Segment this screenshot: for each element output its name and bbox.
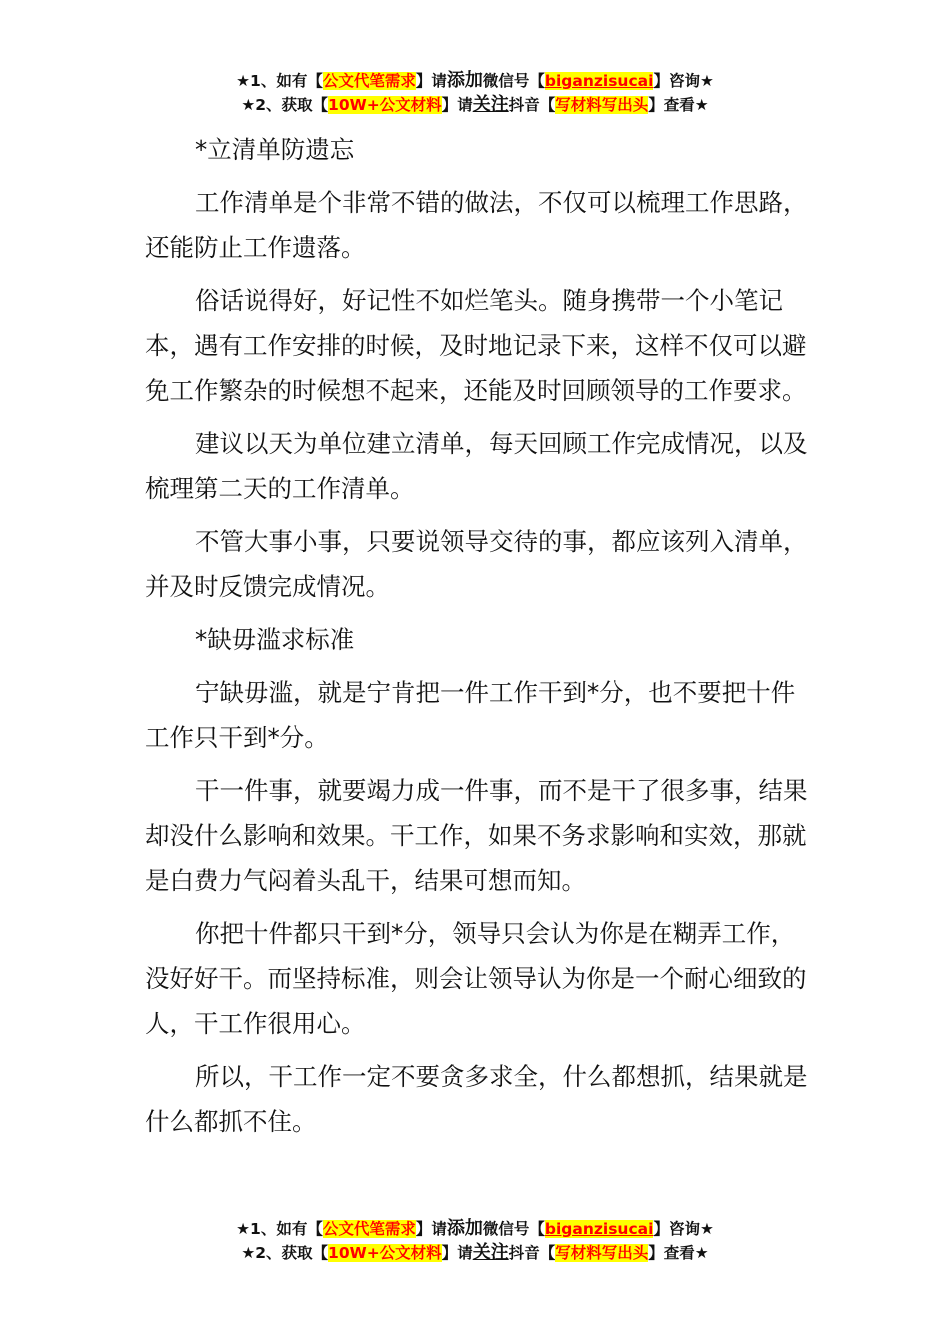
promo-emphasis: 添加 (446, 1218, 483, 1239)
promo-text: ★2、获取【 (241, 96, 329, 114)
document-body (145, 127, 815, 1152)
promo-text: 】查看★ (648, 1244, 709, 1262)
promo-text: ★1、如有【 (236, 72, 323, 90)
promo-text: 】请 (441, 96, 473, 114)
bottom-promo-banner (0, 1217, 950, 1265)
promo-text: 抖音【 (508, 96, 556, 114)
section-heading: *缺毋滥求标准 (195, 625, 355, 654)
promo-text: 微信号【 (482, 1220, 545, 1238)
promo-text: 】查看★ (648, 96, 709, 114)
promo-highlight: 10W+公文材料 (328, 96, 442, 114)
promo-douyin-id: 写材料写出头 (555, 96, 649, 114)
promo-text: 】咨询★ (653, 1220, 714, 1238)
paragraph: 所以，干工作一定不要贪多求全，什么都想抓，结果就是什么都抓不住。 (145, 1062, 808, 1136)
promo-text: 】咨询★ (653, 72, 714, 90)
promo-text: 微信号【 (482, 72, 545, 90)
promo-highlight: 10W+公文材料 (328, 1244, 442, 1262)
paragraph: 宁缺毋滥，就是宁肯把一件工作干到*分，也不要把十件工作只干到*分。 (145, 678, 796, 752)
promo-wechat-id: biganzisucai (544, 1220, 654, 1238)
promo-highlight: 公文代笔需求 (322, 1220, 416, 1238)
section-heading: *立清单防遗忘 (195, 135, 355, 164)
paragraph: 俗话说得好，好记性不如烂笔头。随身携带一个小笔记本，遇有工作安排的时候，及时地记录下来，这样不仅可以避免工作繁杂的时候想不起来，还能及时回顾领导的工作要求。 (145, 286, 807, 405)
paragraph: 干一件事，就要竭力成一件事，而不是干了很多事，结果却没什么影响和效果。干工作，如果不务求影响和实效，那就是白费力气闷着头乱干，结果可想而知。 (145, 776, 808, 895)
promo-highlight: 公文代笔需求 (322, 72, 416, 90)
promo-emphasis: 关注 (472, 1242, 509, 1263)
promo-text: ★2、获取【 (241, 1244, 329, 1262)
promo-text: 】请 (441, 1244, 473, 1262)
promo-line-2 (0, 93, 950, 117)
promo-line-1 (0, 1217, 950, 1241)
top-promo-banner (0, 69, 950, 117)
promo-text: 抖音【 (508, 1244, 556, 1262)
promo-wechat-id: biganzisucai (544, 72, 654, 90)
promo-line-1 (0, 69, 950, 93)
promo-text: ★1、如有【 (236, 1220, 323, 1238)
promo-douyin-id: 写材料写出头 (555, 1244, 649, 1262)
promo-emphasis: 添加 (446, 70, 483, 91)
paragraph: 不管大事小事，只要说领导交待的事，都应该列入清单，并及时反馈完成情况。 (145, 527, 808, 601)
paragraph: 工作清单是个非常不错的做法，不仅可以梳理工作思路，还能防止工作遗落。 (145, 188, 808, 262)
paragraph: 你把十件都只干到*分，领导只会认为你是在糊弄工作，没好好干。而坚持标准，则会让领导认为你是一个耐心细致的人，干工作很用心。 (145, 919, 807, 1038)
promo-line-2 (0, 1241, 950, 1265)
paragraph: 建议以天为单位建立清单，每天回顾工作完成情况，以及梳理第二天的工作清单。 (145, 429, 808, 503)
promo-text: 】请 (415, 1220, 447, 1238)
promo-text: 】请 (415, 72, 447, 90)
promo-emphasis: 关注 (472, 94, 509, 115)
